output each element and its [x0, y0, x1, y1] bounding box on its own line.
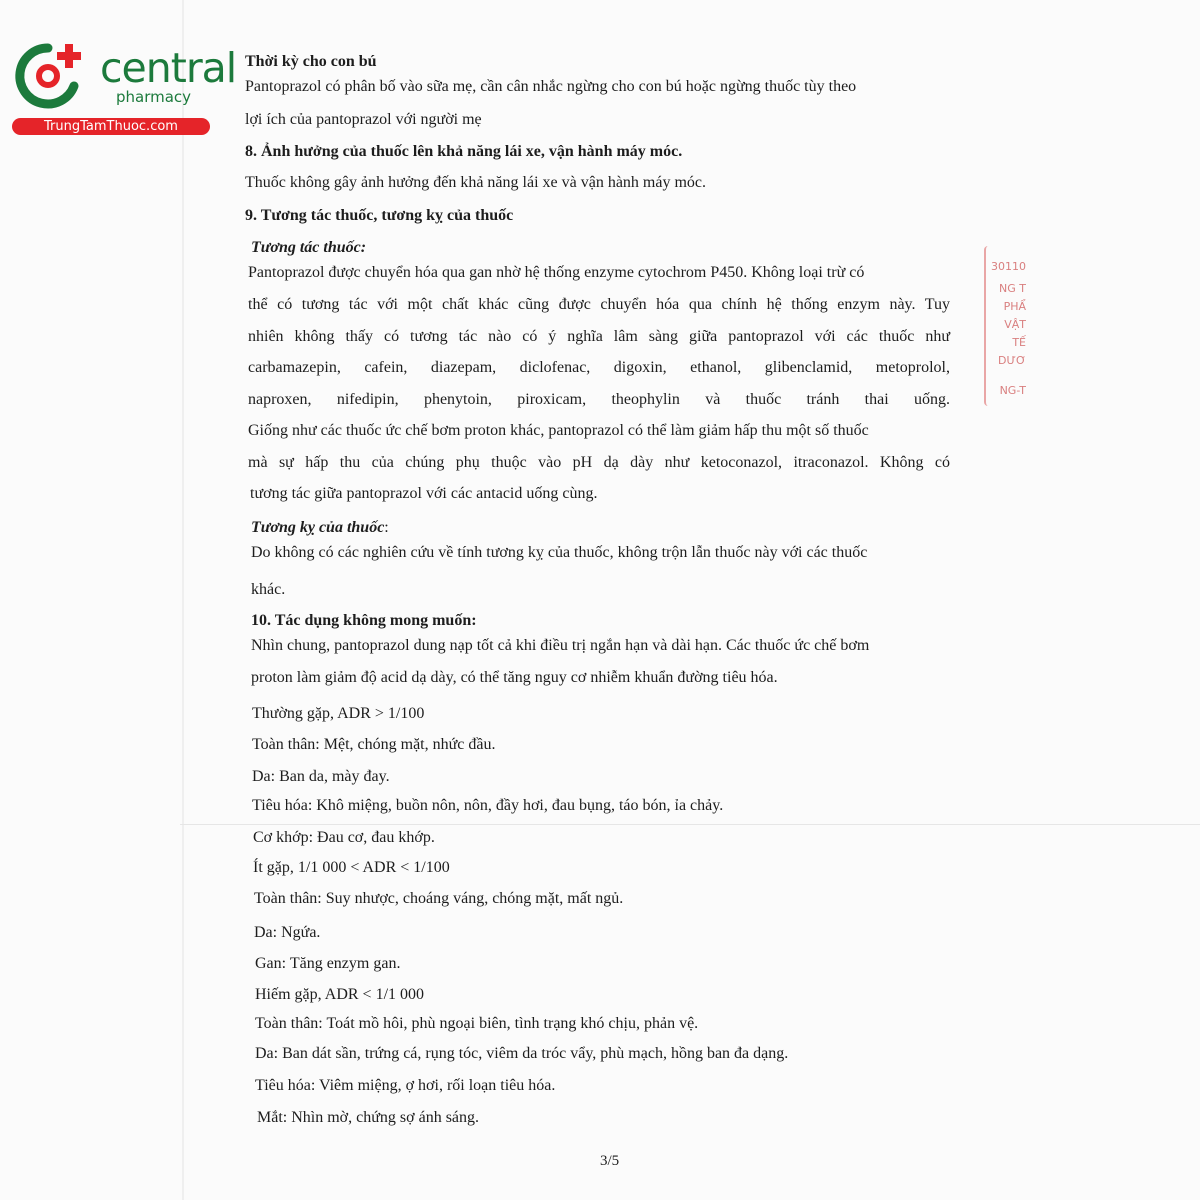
subheading-colon: :: [384, 519, 389, 536]
adverse-effect-line: Tiêu hóa: Viêm miệng, ợ hơi, rối loạn tiêu hóa.: [255, 1077, 556, 1094]
stamp-line: 30110: [991, 260, 1026, 273]
stamp-line: PHẨ: [1003, 300, 1026, 313]
heading-breastfeeding: Thời kỳ cho con bú: [245, 53, 377, 70]
brand-url-link[interactable]: TrungTamThuoc.com: [12, 118, 210, 135]
stamp-line: TẾ: [1012, 336, 1026, 349]
paragraph-line: Thuốc không gây ảnh hưởng đến khả năng lái xe và vận hành máy móc.: [245, 174, 707, 191]
heading-section-10: 10. Tác dụng không mong muốn:: [251, 612, 477, 629]
adverse-effect-line: Da: Ngứa.: [254, 924, 321, 941]
adverse-effect-line: Toàn thân: Mệt, chóng mặt, nhức đầu.: [252, 736, 496, 753]
paragraph-line: Giống như các thuốc ức chế bơm proton khác, pantoprazol có thể làm giảm hấp thu một số thuốc: [248, 422, 869, 439]
paragraph-line: tương tác giữa pantoprazol với các antacid uống cùng.: [250, 485, 598, 502]
stamp-line: NG-T: [999, 384, 1026, 397]
heading-section-8: 8. Ảnh hưởng của thuốc lên khả năng lái xe, vận hành máy móc.: [245, 143, 683, 160]
subheading-interactions: Tương tác thuốc:: [251, 239, 367, 256]
paragraph-line: proton làm giảm độ acid dạ dày, có thể tăng nguy cơ nhiễm khuẩn đường tiêu hóa.: [251, 669, 778, 686]
adverse-effect-line: Da: Ban da, mày đay.: [252, 768, 390, 785]
paragraph-line: lợi ích của pantoprazol với người mẹ: [245, 111, 482, 128]
paragraph-line: Pantoprazol được chuyển hóa qua gan nhờ hệ thống enzyme cytochrom P450. Không loại trừ có: [248, 264, 865, 281]
adverse-effect-line: Toàn thân: Toát mồ hôi, phù ngoại biên, tình trạng khó chịu, phản vệ.: [255, 1015, 699, 1032]
adverse-effect-line: Gan: Tăng enzym gan.: [255, 955, 401, 972]
paragraph-line: nhiên không thấy có tương tác nào có ý nghĩa lâm sàng giữa pantoprazol với các thuốc như: [248, 328, 950, 345]
adverse-effect-line: Cơ khớp: Đau cơ, đau khớp.: [253, 829, 435, 846]
subheading-incompatibility: [251, 518, 389, 538]
stamp-line: VẬT: [1004, 318, 1026, 331]
brand-subtitle: pharmacy: [116, 88, 192, 106]
adverse-effect-line: Tiêu hóa: Khô miệng, buồn nôn, nôn, đầy hơi, đau bụng, táo bón, ỉa chảy.: [252, 797, 724, 814]
subheading-incompatibility-title: Tương kỵ của thuốc: [251, 519, 385, 536]
adverse-effect-line: Mắt: Nhìn mờ, chứng sợ ánh sáng.: [257, 1109, 480, 1126]
adverse-effect-line: Da: Ban dát sần, trứng cá, rụng tóc, viêm da tróc vẩy, phù mạch, hồng ban đa dạng.: [255, 1045, 789, 1062]
stamp-line: DƯƠ: [998, 354, 1026, 367]
heading-section-9: 9. Tương tác thuốc, tương kỵ của thuốc: [245, 207, 514, 224]
paragraph-line: Nhìn chung, pantoprazol dung nạp tốt cả khi điều trị ngắn hạn và dài hạn. Các thuốc ức chế bơm: [251, 637, 870, 654]
paragraph-line: naproxen, nifedipin, phenytoin, piroxicam, theophylin và thuốc tránh thai uống.: [248, 391, 950, 408]
paragraph-line: Do không có các nghiên cứu về tính tương kỵ của thuốc, không trộn lẫn thuốc này với các thuốc: [251, 544, 868, 561]
paragraph-line: carbamazepin, cafein, diazepam, diclofenac, digoxin, ethanol, glibenclamid, metoprolol,: [248, 359, 950, 376]
page-number: 3/5: [600, 1153, 620, 1169]
paragraph-line: Pantoprazol có phân bố vào sữa mẹ, cần cân nhắc ngừng cho con bú hoặc ngừng thuốc tùy theo: [245, 78, 857, 95]
paragraph-line: khác.: [251, 581, 286, 598]
stamp-line: NG T: [999, 282, 1026, 295]
frequency-heading: Ít gặp, 1/1 000 < ADR < 1/100: [253, 859, 450, 876]
adverse-effect-line: Toàn thân: Suy nhược, choáng váng, chóng mặt, mất ngủ.: [254, 890, 624, 907]
paragraph-line: mà sự hấp thu của chúng phụ thuộc vào pH dạ dày như ketoconazol, itraconazol. Không có: [248, 454, 950, 471]
frequency-heading: Hiếm gặp, ADR < 1/1 000: [255, 986, 425, 1003]
brand-name: central: [100, 44, 237, 92]
paragraph-line: thể có tương tác với một chất khác cũng được chuyển hóa qua chính hệ thống enzym này. Tuy: [248, 296, 950, 313]
frequency-heading: Thường gặp, ADR > 1/100: [252, 705, 425, 722]
